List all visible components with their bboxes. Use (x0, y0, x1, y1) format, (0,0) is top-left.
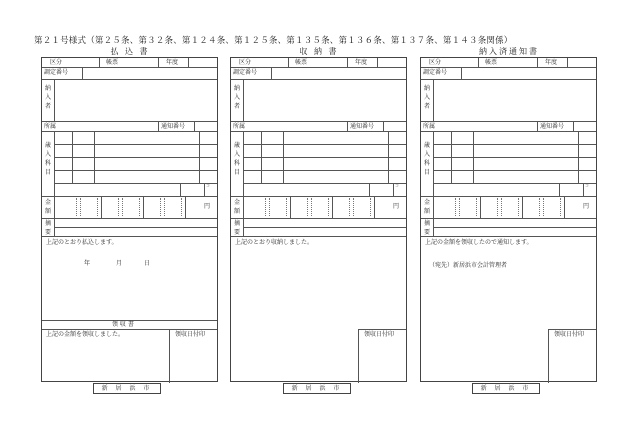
panel-title-notice: 納入済通知書 (479, 47, 539, 56)
column-line (180, 183, 181, 196)
kingaku-label-char: 金 (233, 199, 240, 206)
digit-separator (370, 198, 371, 216)
rule-line (42, 236, 217, 237)
stamp-label: 領収日付印 (554, 331, 585, 338)
choutei-label: 調定番号 (423, 69, 448, 76)
rule-line (54, 227, 217, 228)
panel-note: 上記の金額を領収したので通知します。 (425, 239, 533, 246)
rule-line (421, 196, 596, 197)
column-line (243, 79, 244, 121)
column-line (158, 121, 159, 131)
nounyu-label-char: 入 (423, 94, 430, 101)
digit-separator (139, 198, 140, 216)
column-line (377, 58, 378, 67)
digit-separator (307, 198, 308, 216)
column-line (433, 131, 434, 196)
saiu-label-char: 入 (423, 151, 430, 158)
tekiyou-label-char: 要 (44, 229, 51, 236)
rule-line (42, 131, 217, 132)
column-line (54, 131, 55, 196)
rule-line (231, 67, 406, 68)
nounyu-label-char: 納 (423, 85, 430, 92)
rule-line (42, 79, 217, 80)
tsuchi-label: 通知番号 (540, 123, 565, 130)
rule-line (54, 183, 217, 184)
column-line (72, 131, 73, 183)
saiu-label-char: 歳 (44, 142, 51, 149)
saiu-label-char: 科 (44, 160, 51, 167)
date-day: 日 (144, 260, 151, 267)
kingaku-label-char: 額 (233, 208, 240, 215)
column-line (388, 131, 389, 183)
tekiyou-label-char: 摘 (233, 220, 240, 227)
rule-line (42, 121, 217, 122)
panel-note: 上記のとおり収納しました。 (235, 239, 314, 246)
tekiyou-label-char: 摘 (423, 220, 430, 227)
column-line (583, 183, 584, 196)
digit-separator (455, 198, 456, 216)
rule-line (421, 236, 596, 237)
column-line (185, 196, 186, 218)
column-line (194, 121, 195, 131)
rule-line (54, 170, 217, 171)
rule-line (231, 131, 406, 132)
column-line (169, 329, 170, 383)
digit-separator (269, 198, 270, 216)
column-line (537, 121, 538, 131)
nounyu-label-char: 者 (233, 103, 240, 110)
rule-line (421, 79, 596, 80)
nounyu-label-char: 納 (233, 85, 240, 92)
digit-separator (543, 198, 544, 216)
receipt-title: 領 収 書 (112, 321, 134, 328)
column-line (82, 67, 83, 79)
kubun-label: 区分 (429, 59, 442, 66)
column-line (559, 183, 560, 196)
column-line (573, 121, 574, 131)
rule-line (42, 218, 217, 219)
digit-separator (311, 198, 312, 216)
rule-line (421, 131, 596, 132)
column-line (288, 58, 289, 67)
choutei-label: 調定番号 (44, 69, 69, 76)
digit-separator (328, 198, 329, 216)
column-line (99, 58, 100, 67)
rule-line (243, 183, 406, 184)
column-line (143, 196, 144, 218)
nendo-label: 年度 (166, 59, 179, 66)
stamp-label: 領収日付印 (175, 331, 206, 338)
rule-line (231, 218, 406, 219)
column-line (358, 329, 359, 383)
notice-panel (420, 57, 597, 382)
column-line (54, 79, 55, 121)
rule-line (231, 121, 406, 122)
saiu-label-char: 入 (44, 151, 51, 158)
tekiyou-label-char: 要 (233, 229, 240, 236)
digit-separator (501, 198, 502, 216)
rule-line (243, 227, 406, 228)
column-line (204, 183, 205, 196)
nendo-label: 年度 (545, 59, 558, 66)
rule-line (243, 157, 406, 158)
column-line (199, 131, 200, 183)
rule-line (42, 329, 217, 330)
column-line (54, 196, 55, 218)
collection-panel (230, 57, 407, 382)
rule-line (42, 196, 217, 197)
rule-line (42, 67, 217, 68)
rule-line (548, 329, 596, 330)
rule-line (433, 183, 596, 184)
digit-separator (265, 198, 266, 216)
rule-line (433, 157, 596, 158)
digit-separator (286, 198, 287, 216)
column-line (548, 329, 549, 383)
column-line (433, 196, 434, 218)
shozoku-label: 所属 (44, 123, 57, 130)
rule-line (433, 227, 596, 228)
date-month: 月 (116, 260, 123, 267)
column-line (369, 183, 370, 196)
date-year: 年 (84, 260, 91, 267)
column-line (393, 183, 394, 196)
nounyu-label-char: 者 (423, 103, 430, 110)
column-line (271, 67, 272, 79)
digit-separator (122, 198, 123, 216)
panel-note: 上記のとおり払込します。 (46, 239, 118, 246)
rule-line (54, 157, 217, 158)
shozoku-label: 所属 (423, 123, 436, 130)
digit-separator (76, 198, 77, 216)
code-label: コ (206, 183, 210, 188)
column-line (243, 131, 244, 196)
column-line (347, 121, 348, 131)
rule-line (421, 67, 596, 68)
panel-title-collection: 収 納 書 (299, 47, 339, 56)
column-line (94, 131, 95, 183)
column-line (537, 58, 538, 67)
saiu-label-char: 歳 (423, 142, 430, 149)
tekiyou-label-char: 要 (423, 229, 430, 236)
digit-separator (181, 198, 182, 216)
kingaku-label-char: 額 (44, 208, 51, 215)
receipt-note: 上記の金額を領収しました。 (46, 331, 125, 338)
tsuchi-label: 通知番号 (161, 123, 186, 130)
nounyu-label-char: 納 (44, 85, 51, 92)
panel-title-payment: 払 込 書 (110, 47, 150, 56)
column-line (158, 58, 159, 67)
saiu-label-char: 目 (423, 169, 430, 176)
nendo-label: 年度 (355, 59, 368, 66)
column-line (290, 196, 291, 218)
stamp-city-1: 新 居 浜 市 (93, 383, 161, 394)
kubun-label: 区分 (50, 59, 63, 66)
rule-line (231, 196, 406, 197)
saiu-label-char: 目 (233, 169, 240, 176)
column-line (283, 131, 284, 183)
digit-separator (518, 198, 519, 216)
column-line (374, 196, 375, 218)
code-label: コ (585, 183, 589, 188)
digit-separator (476, 198, 477, 216)
digit-separator (118, 198, 119, 216)
stamp-label: 領収日付印 (364, 331, 395, 338)
stamp-city-2: 新 居 浜 市 (283, 383, 351, 394)
addressee-label: （宛先）新居浜市会計管理者 (429, 262, 508, 269)
code-label: コ (395, 183, 399, 188)
column-line (578, 131, 579, 183)
saiu-label-char: 目 (44, 169, 51, 176)
tsuchi-label: 通知番号 (350, 123, 375, 130)
column-line (188, 58, 189, 67)
digit-separator (539, 198, 540, 216)
digit-separator (497, 198, 498, 216)
digit-separator (459, 198, 460, 216)
column-line (473, 131, 474, 183)
rule-line (421, 121, 596, 122)
column-line (433, 79, 434, 121)
kingaku-label-char: 金 (423, 199, 430, 206)
nounyu-label-char: 入 (44, 94, 51, 101)
yen-label: 円 (393, 203, 400, 210)
column-line (564, 196, 565, 218)
kingaku-label-char: 金 (44, 199, 51, 206)
digit-separator (560, 198, 561, 216)
digit-separator (80, 198, 81, 216)
yen-label: 円 (204, 203, 211, 210)
saiu-label-char: 科 (233, 160, 240, 167)
digit-separator (160, 198, 161, 216)
rule-line (358, 329, 406, 330)
rule-line (231, 79, 406, 80)
rule-line (54, 144, 217, 145)
column-line (261, 131, 262, 183)
digit-separator (349, 198, 350, 216)
choubo-label: 帳票 (295, 59, 308, 66)
rule-line (243, 144, 406, 145)
tekiyou-label-char: 摘 (44, 220, 51, 227)
nounyu-label-char: 者 (44, 103, 51, 110)
choubo-label: 帳票 (485, 59, 498, 66)
choutei-label: 調定番号 (233, 69, 258, 76)
column-line (478, 58, 479, 67)
kingaku-label-char: 額 (423, 208, 430, 215)
digit-separator (97, 198, 98, 216)
column-line (480, 196, 481, 218)
rule-line (433, 170, 596, 171)
column-line (347, 58, 348, 67)
choubo-label: 帳票 (106, 59, 119, 66)
payment-panel (41, 57, 218, 382)
column-line (522, 196, 523, 218)
column-line (383, 121, 384, 131)
column-line (332, 196, 333, 218)
column-line (101, 196, 102, 218)
column-line (451, 131, 452, 183)
column-line (243, 196, 244, 218)
saiu-label-char: 科 (423, 160, 430, 167)
saiu-label-char: 歳 (233, 142, 240, 149)
rule-line (421, 218, 596, 219)
column-line (461, 67, 462, 79)
nounyu-label-char: 入 (233, 94, 240, 101)
form-header: 第２１号様式（第２５条、第３２条、第１２４条、第１２５条、第１３５条、第１３６条、第１３７条、第１４３条関係） (34, 36, 513, 46)
rule-line (433, 144, 596, 145)
saiu-label-char: 入 (233, 151, 240, 158)
kubun-label: 区分 (239, 59, 252, 66)
digit-separator (353, 198, 354, 216)
stamp-city-3: 新 居 浜 市 (472, 383, 540, 394)
rule-line (243, 170, 406, 171)
shozoku-label: 所属 (233, 123, 246, 130)
rule-line (231, 236, 406, 237)
column-line (567, 58, 568, 67)
yen-label: 円 (583, 203, 590, 210)
digit-separator (164, 198, 165, 216)
